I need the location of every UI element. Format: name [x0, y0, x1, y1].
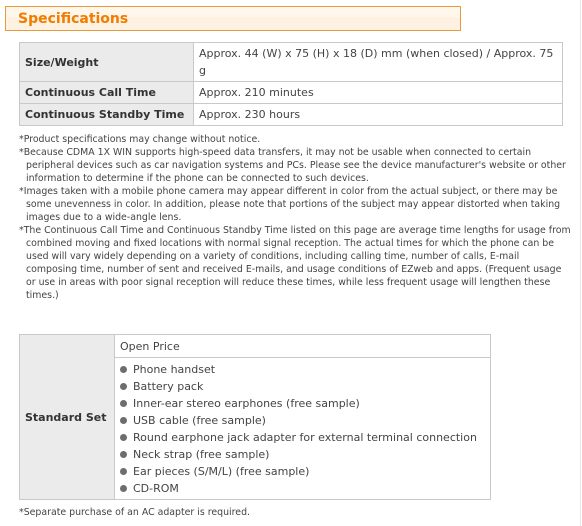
list-item [120, 395, 485, 412]
item-label: Ear pieces (S/M/L) (free sample) [133, 465, 310, 478]
bullet-icon [120, 366, 127, 373]
list-item [120, 412, 485, 429]
standard-set-items-cell [115, 358, 491, 500]
bullet-icon [120, 485, 127, 492]
row-label-call-time: Continuous Call Time [20, 82, 194, 104]
row-value-call-time: Approx. 210 minutes [194, 82, 563, 104]
list-item [120, 480, 485, 497]
bullet-icon [120, 417, 127, 424]
item-label: Battery pack [133, 380, 204, 393]
row-label-standby-time: Continuous Standby Time [20, 104, 194, 126]
price-value: Open Price [115, 335, 491, 358]
item-label: Phone handset [133, 363, 216, 376]
bullet-icon [120, 468, 127, 475]
list-item [120, 378, 485, 395]
table-row [20, 335, 491, 358]
note-item: *Because CDMA 1X WIN supports high-speed data transfers, it may not be usable when connected to certain peripheral devices such as car navigation systems and PCs. Please see the device manufacturer's website or other information to determine if the phone can be connected to such devices. [19, 147, 566, 184]
bullet-icon [120, 383, 127, 390]
item-label: Neck strap (free sample) [133, 448, 270, 461]
note-item: *The Continuous Call Time and Continuous Standby Time listed on this page are average time lengths for usage from combined moving and fixed locations with normal signal reception. The actual times for which the phone can be used will vary widely depending on a variety of conditions, including calling time, number of calls, E-mail composing time, number of sent and received E-mails, and usage conditions of EZweb and apps. (Frequent usage or use in areas with poor signal reception will reduce these times, while less frequent usage will lengthen these times.) [19, 225, 571, 301]
item-label: Inner-ear stereo earphones (free sample) [133, 397, 360, 410]
row-label-size-weight: Size/Weight [20, 43, 194, 82]
standard-set-list [120, 358, 485, 499]
item-label: USB cable (free sample) [133, 414, 266, 427]
bullet-icon [120, 451, 127, 458]
standard-set-table [19, 334, 491, 500]
row-value-size-weight: Approx. 44 (W) x 75 (H) x 18 (D) mm (when closed) / Approx. 75 g [194, 43, 563, 82]
bullet-icon [120, 400, 127, 407]
spec-table [19, 42, 563, 126]
table-row [20, 104, 563, 126]
row-value-standby-time: Approx. 230 hours [194, 104, 563, 126]
standard-set-label: Standard Set [20, 335, 115, 500]
bullet-icon [120, 434, 127, 441]
note-item: *Product specifications may change without notice. [19, 134, 261, 145]
footnote: *Separate purchase of an AC adapter is required. [19, 507, 250, 518]
table-row [20, 82, 563, 104]
item-label: Round earphone jack adapter for external terminal connection [133, 431, 477, 444]
list-item [120, 361, 485, 378]
section-title: Specifications [18, 11, 129, 27]
spec-notes [19, 133, 571, 302]
note-item: *Images taken with a mobile phone camera may appear different in color from the actual subject, or there may be some unevenness in color. In addition, please note that portions of the subject may appear distorted when taking images due to a wide-angle lens. [19, 186, 561, 223]
list-item [120, 429, 485, 446]
section-header [5, 6, 461, 31]
table-row [20, 43, 563, 82]
list-item [120, 446, 485, 463]
item-label: CD-ROM [133, 482, 179, 495]
list-item [120, 463, 485, 480]
